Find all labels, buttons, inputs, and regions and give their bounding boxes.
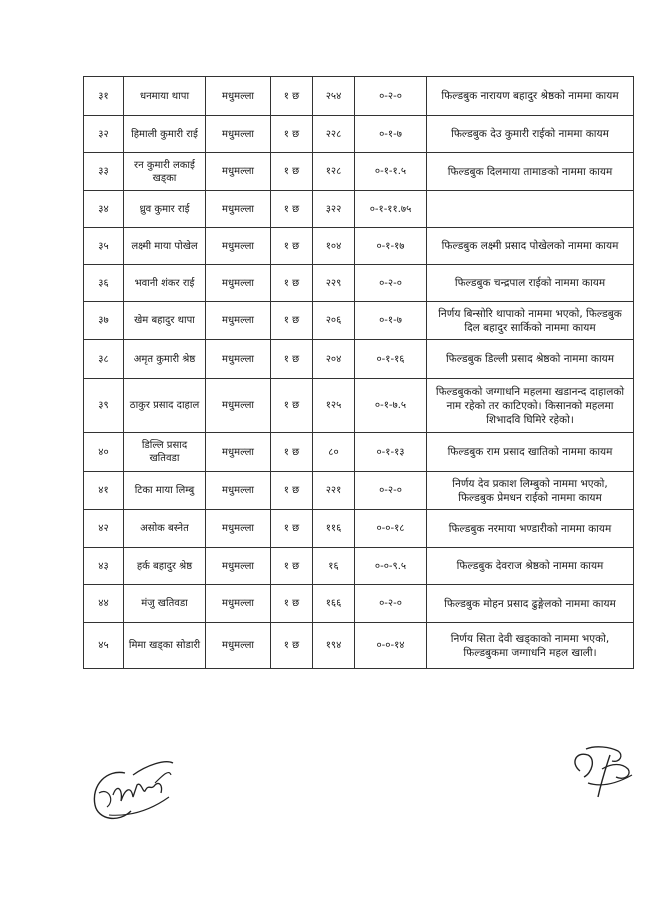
serial-no-cell: ३४ bbox=[84, 191, 124, 228]
ward-cell: १ छ bbox=[271, 585, 313, 623]
owner-name-cell: ध्रुव कुमार राई bbox=[124, 191, 206, 228]
remark-cell: फिल्डबुक नारायण बहादुर श्रेष्ठको नाममा कायम bbox=[427, 77, 634, 116]
table-row bbox=[84, 623, 634, 669]
place-cell: मधुमल्ला bbox=[206, 433, 271, 472]
area-cell: ०-१-१७ bbox=[355, 228, 427, 265]
serial-no-cell: ३९ bbox=[84, 379, 124, 433]
kitta-no-cell: २०४ bbox=[313, 340, 355, 379]
place-cell: मधुमल्ला bbox=[206, 379, 271, 433]
land-records-table bbox=[83, 76, 634, 669]
place-cell: मधुमल्ला bbox=[206, 340, 271, 379]
ward-cell: १ छ bbox=[271, 472, 313, 510]
ward-cell: १ छ bbox=[271, 623, 313, 669]
owner-name-cell: हिमाली कुमारी राई bbox=[124, 116, 206, 153]
place-cell: मधुमल्ला bbox=[206, 265, 271, 302]
owner-name-cell: हर्क बहादुर श्रेष्ठ bbox=[124, 548, 206, 585]
kitta-no-cell: १२८ bbox=[313, 153, 355, 191]
remark-cell: फिल्डबुक चन्द्रपाल राईको नाममा कायम bbox=[427, 265, 634, 302]
table-row bbox=[84, 116, 634, 153]
table-row bbox=[84, 433, 634, 472]
kitta-no-cell: ३२२ bbox=[313, 191, 355, 228]
area-cell: ०-१-१.५ bbox=[355, 153, 427, 191]
place-cell: मधुमल्ला bbox=[206, 153, 271, 191]
ward-cell: १ छ bbox=[271, 548, 313, 585]
ward-cell: १ छ bbox=[271, 433, 313, 472]
owner-name-cell: लक्ष्मी माया पोखेल bbox=[124, 228, 206, 265]
area-cell: ०-२-० bbox=[355, 472, 427, 510]
table-row bbox=[84, 548, 634, 585]
place-cell: मधुमल्ला bbox=[206, 510, 271, 548]
ward-cell: १ छ bbox=[271, 340, 313, 379]
table-row bbox=[84, 379, 634, 433]
kitta-no-cell: २५४ bbox=[313, 77, 355, 116]
area-cell: ०-०-१८ bbox=[355, 510, 427, 548]
kitta-no-cell: ८० bbox=[313, 433, 355, 472]
serial-no-cell: ४५ bbox=[84, 623, 124, 669]
owner-name-cell: धनमाया थापा bbox=[124, 77, 206, 116]
remark-cell: फिल्डबुकको जग्गाधनि महलमा खडानन्द दाहालको नाम रहेको तर काटिएको। किसानको महलमा शिभादवि घिमिरे रहेको। bbox=[427, 379, 634, 433]
table-row bbox=[84, 340, 634, 379]
place-cell: मधुमल्ला bbox=[206, 116, 271, 153]
place-cell: मधुमल्ला bbox=[206, 585, 271, 623]
serial-no-cell: ४१ bbox=[84, 472, 124, 510]
owner-name-cell: डिल्लि प्रसाद खतिवडा bbox=[124, 433, 206, 472]
owner-name-cell: मंजु खतिवडा bbox=[124, 585, 206, 623]
left-signature bbox=[85, 745, 177, 827]
kitta-no-cell: २२८ bbox=[313, 116, 355, 153]
owner-name-cell: मिमा खड्का सोडारी bbox=[124, 623, 206, 669]
ward-cell: १ छ bbox=[271, 379, 313, 433]
table-row bbox=[84, 153, 634, 191]
area-cell: ०-१-७ bbox=[355, 302, 427, 340]
table-row bbox=[84, 228, 634, 265]
place-cell: मधुमल्ला bbox=[206, 191, 271, 228]
area-cell: ०-१-११.७५ bbox=[355, 191, 427, 228]
remark-cell: फिल्डबुक नरमाया भण्डारीको नाममा कायम bbox=[427, 510, 634, 548]
remark-cell: फिल्डबुक डिल्ली प्रसाद श्रेष्ठको नाममा कायम bbox=[427, 340, 634, 379]
place-cell: मधुमल्ला bbox=[206, 302, 271, 340]
serial-no-cell: ३१ bbox=[84, 77, 124, 116]
ward-cell: १ छ bbox=[271, 191, 313, 228]
kitta-no-cell: २०६ bbox=[313, 302, 355, 340]
area-cell: ०-१-१३ bbox=[355, 433, 427, 472]
owner-name-cell: ठाकुर प्रसाद दाहाल bbox=[124, 379, 206, 433]
serial-no-cell: ४४ bbox=[84, 585, 124, 623]
serial-no-cell: ४२ bbox=[84, 510, 124, 548]
owner-name-cell: असोक बस्नेत bbox=[124, 510, 206, 548]
remark-cell: फिल्डबुक राम प्रसाद खातिको नाममा कायम bbox=[427, 433, 634, 472]
place-cell: मधुमल्ला bbox=[206, 548, 271, 585]
serial-no-cell: ३७ bbox=[84, 302, 124, 340]
serial-no-cell: ३३ bbox=[84, 153, 124, 191]
place-cell: मधुमल्ला bbox=[206, 623, 271, 669]
table-row bbox=[84, 472, 634, 510]
place-cell: मधुमल्ला bbox=[206, 472, 271, 510]
table-row bbox=[84, 302, 634, 340]
area-cell: ०-०-९.५ bbox=[355, 548, 427, 585]
place-cell: मधुमल्ला bbox=[206, 228, 271, 265]
area-cell: ०-२-० bbox=[355, 585, 427, 623]
ward-cell: १ छ bbox=[271, 116, 313, 153]
remark-cell bbox=[427, 191, 634, 228]
table-row bbox=[84, 265, 634, 302]
ward-cell: १ छ bbox=[271, 77, 313, 116]
serial-no-cell: ३५ bbox=[84, 228, 124, 265]
remark-cell: निर्णय देव प्रकाश लिम्बुको नाममा भएको, फिल्डबुक प्रेमधन राईको नाममा कायम bbox=[427, 472, 634, 510]
ward-cell: १ छ bbox=[271, 153, 313, 191]
right-signature bbox=[566, 737, 644, 807]
kitta-no-cell: १९४ bbox=[313, 623, 355, 669]
serial-no-cell: ४० bbox=[84, 433, 124, 472]
owner-name-cell: रन कुमारी लकाई खड्का bbox=[124, 153, 206, 191]
remark-cell: निर्णय सिता देवी खड्काको नाममा भएको, फिल्डबुकमा जग्गाधनि महल खाली। bbox=[427, 623, 634, 669]
table-row bbox=[84, 191, 634, 228]
table-row bbox=[84, 77, 634, 116]
area-cell: ०-२-० bbox=[355, 77, 427, 116]
serial-no-cell: ३६ bbox=[84, 265, 124, 302]
owner-name-cell: अमृत कुमारी श्रेष्ठ bbox=[124, 340, 206, 379]
serial-no-cell: ४३ bbox=[84, 548, 124, 585]
remark-cell: फिल्डबुक देउ कुमारी राईको नाममा कायम bbox=[427, 116, 634, 153]
table-row bbox=[84, 510, 634, 548]
kitta-no-cell: १०४ bbox=[313, 228, 355, 265]
ward-cell: १ छ bbox=[271, 302, 313, 340]
remark-cell: फिल्डबुक देवराज श्रेष्ठको नाममा कायम bbox=[427, 548, 634, 585]
owner-name-cell: भवानी शंकर राई bbox=[124, 265, 206, 302]
kitta-no-cell: ११६ bbox=[313, 510, 355, 548]
owner-name-cell: टिका माया लिम्बु bbox=[124, 472, 206, 510]
area-cell: ०-०-१४ bbox=[355, 623, 427, 669]
ward-cell: १ छ bbox=[271, 265, 313, 302]
area-cell: ०-२-० bbox=[355, 265, 427, 302]
area-cell: ०-१-१६ bbox=[355, 340, 427, 379]
table-row bbox=[84, 585, 634, 623]
ward-cell: १ छ bbox=[271, 228, 313, 265]
kitta-no-cell: १२५ bbox=[313, 379, 355, 433]
kitta-no-cell: २२१ bbox=[313, 472, 355, 510]
owner-name-cell: खेम बहादुर थापा bbox=[124, 302, 206, 340]
area-cell: ०-१-७ bbox=[355, 116, 427, 153]
serial-no-cell: ३८ bbox=[84, 340, 124, 379]
kitta-no-cell: २२९ bbox=[313, 265, 355, 302]
area-cell: ०-१-७.५ bbox=[355, 379, 427, 433]
ward-cell: १ छ bbox=[271, 510, 313, 548]
remark-cell: फिल्डबुक मोहन प्रसाद ढुङ्गेलको नाममा कायम bbox=[427, 585, 634, 623]
place-cell: मधुमल्ला bbox=[206, 77, 271, 116]
remark-cell: निर्णय बिन्सोरि थापाको नाममा भएको, फिल्डबुक दिल बहादुर सार्किको नाममा कायम bbox=[427, 302, 634, 340]
kitta-no-cell: १६६ bbox=[313, 585, 355, 623]
remark-cell: फिल्डबुक दिलमाया तामाङको नाममा कायम bbox=[427, 153, 634, 191]
serial-no-cell: ३२ bbox=[84, 116, 124, 153]
kitta-no-cell: १६ bbox=[313, 548, 355, 585]
remark-cell: फिल्डबुक लक्ष्मी प्रसाद पोखेलको नाममा कायम bbox=[427, 228, 634, 265]
